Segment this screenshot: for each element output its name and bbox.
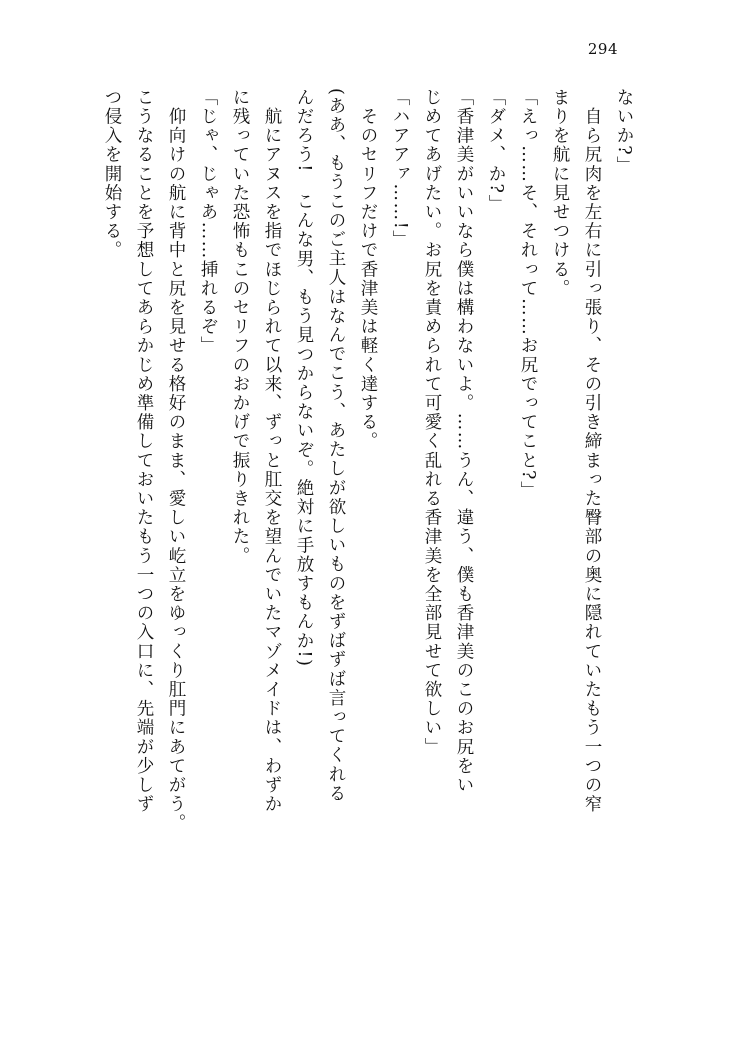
text-line: に残っていた恐怖もこのセリフのおかげで振りきれた。: [230, 88, 250, 566]
page-text-body: [72, 88, 632, 958]
text-line: じめてあげたい。お尻を責められて可愛く乱れる香津美を全部見せて欲しい」: [422, 88, 442, 757]
text-line: まりを航に見せつける。: [550, 88, 570, 299]
text-line: (ああ、もうこのご主人はなんでこう、あたしが欲しいものをずばずば言ってくれる: [326, 88, 346, 804]
text-line: つ侵入を開始する。: [102, 88, 122, 260]
text-line: 航にアヌスを指でほじられて以来、ずっと肛交を望んでいたマゾメイドは、わずか: [262, 88, 282, 814]
text-line: こうなることを予想してあらかじめ準備しておいたもう一つの入口に、先端が少しず: [134, 88, 154, 814]
text-line: 自ら尻肉を左右に引っ張り、その引き締まった臀部の奥に隠れていたもう一つの窄: [582, 88, 602, 814]
text-line: 「えっ……そ、それって……お尻でってこと?」: [518, 88, 538, 501]
text-line: 「ハアアァ……!」: [390, 88, 410, 250]
text-line: そのセリフだけで香津美は軽く達する。: [358, 88, 378, 451]
text-line: んだろう! こんな男、もう見つからないぞ。絶対に手放すもんか!): [294, 88, 314, 668]
text-line: ないか?」: [614, 88, 634, 176]
page-number: 294: [587, 40, 618, 58]
text-line: 仰向けの航に背中と尻を見せる格好のまま、愛しい屹立をゆっくり肛門にあてがう。: [166, 88, 186, 833]
text-line: 「じゃ、じゃあ……挿れるぞ」: [198, 88, 218, 356]
text-line: 「ダメ、か?」: [486, 88, 506, 214]
text-line: 「香津美がいいなら僕は構わないよ。……うん、違う、僕も香津美のこのお尻をい: [454, 88, 474, 795]
